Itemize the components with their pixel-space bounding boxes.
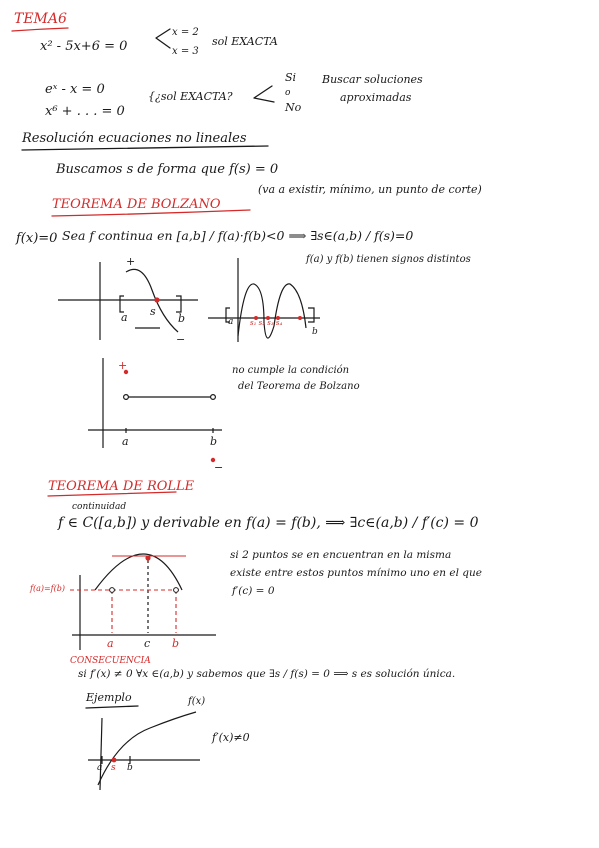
g3-label-a: a [122, 435, 129, 448]
rolle-note-3: f′(c) = 0 [232, 585, 275, 597]
exact-note: sol EXACTA [212, 35, 278, 48]
section-title: Resolución ecuaciones no lineales [22, 131, 247, 146]
example-root [112, 758, 117, 763]
bolzano-graph-3 [88, 358, 222, 448]
g2-label-a: a [228, 317, 234, 327]
consequence-text: si f′(x) ≠ 0 ∀x ∈(a,b) y sabemos que ∃s / f(s) = 0 ⟹ s es solución única. [78, 668, 456, 680]
buscamos-line: Buscamos s de forma que f(s) = 0 [56, 162, 279, 177]
equation-1: x² - 5x+6 = 0 [40, 39, 128, 54]
g1-label-b: b [178, 312, 186, 325]
g2-label-b: b [312, 327, 318, 337]
approx-line1: Buscar soluciones [322, 73, 423, 86]
rolle-title: TEOREMA DE ROLLE [48, 479, 195, 494]
option-no: No [285, 101, 302, 114]
root-x3: x = 3 [172, 46, 199, 57]
consequence-title: CONSECUENCIA [70, 656, 151, 666]
section-underline [22, 146, 268, 150]
rolle-statement: f ∈ C([a,b]) y derivable en f(a) = f(b), ⟹ ∃c∈(a,b) / f′(c) = 0 [58, 515, 479, 531]
g1-plus: + [126, 255, 136, 268]
example-graph [88, 712, 200, 790]
rolle-point-c [145, 555, 150, 560]
bolzano-note: (va a existir, mínimo, un punto de corte) [258, 183, 482, 196]
g3-minus: − [214, 461, 224, 474]
g2-root-labels: s₁ s₂ s₃ s₄ [250, 319, 283, 327]
approx-line2: aproximadas [340, 91, 412, 104]
bolzano-graph-1 [58, 262, 198, 340]
heading-tema: TEMA6 [14, 11, 67, 27]
equation-2a: eˣ - x = 0 [45, 82, 105, 97]
g3-label-b: b [210, 435, 218, 448]
g1-minus: − [176, 333, 186, 346]
bolzano-graph-2 [208, 258, 320, 342]
rolle-point-a [110, 588, 115, 593]
example-fprime: f′(x)≠0 [212, 731, 250, 744]
bolzano-title: TEOREMA DE BOLZANO [52, 197, 221, 212]
root-x2: x = 2 [172, 27, 199, 38]
example-label-a: a [97, 763, 103, 773]
sol-fork [254, 86, 274, 102]
g3-note-1: no cumple la condición [232, 365, 350, 376]
ejemplo-underline [86, 706, 138, 708]
bolzano-sub: f(a) y f(b) tienen signos distintos [306, 254, 471, 265]
bolzano-fx: f(x)=0 [16, 231, 58, 246]
rolle-continuity: continuidad [72, 502, 127, 512]
rolle-note-2: existe entre estos puntos mínimo uno en el que [230, 567, 482, 579]
roots-fork [156, 29, 170, 48]
rolle-label-b: b [172, 637, 180, 650]
root-point-s [154, 297, 159, 302]
g3-plus: + [118, 359, 128, 372]
rolle-label-c: c [144, 637, 151, 650]
g1-label-s: s [150, 305, 156, 318]
exact-question: {¿sol EXACTA? [148, 90, 233, 103]
example-label-s: s [111, 763, 116, 773]
bolzano-statement: Sea f continua en [a,b] / f(a)·f(b)<0 ⟹ ∃s∈(a,b) / f(s)=0 [62, 228, 414, 243]
option-si: Si [285, 71, 297, 84]
g3-note-2: del Teorema de Bolzano [238, 381, 360, 392]
example-title: Ejemplo [86, 691, 132, 704]
rolle-label-a: a [107, 637, 114, 650]
tema-underline [12, 28, 68, 31]
example-label-b: b [127, 763, 133, 773]
rolle-point-b [174, 588, 179, 593]
rolle-fa-label: f(a)=f(b) [30, 584, 65, 593]
example-fx: f(x) [188, 696, 206, 707]
g1-label-a: a [121, 311, 128, 324]
rolle-graph [72, 554, 216, 650]
rolle-note-1: si 2 puntos se en encuentran en la misma [230, 549, 452, 561]
option-o: o [285, 88, 291, 98]
equation-2b: x⁶ + . . . = 0 [45, 104, 125, 119]
